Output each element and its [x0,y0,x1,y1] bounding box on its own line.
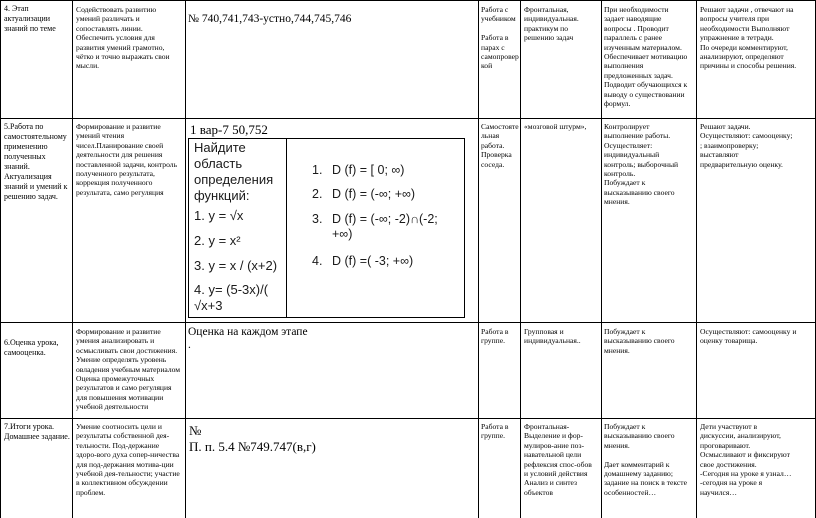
row7-stage: 7.Итоги урока. Домашнее задание. [4,422,70,441]
row4-forms: Работа с учебником Работа в парах с самопровер кой [481,5,519,71]
answer-3-number: 3. [312,212,323,226]
row5-stage: 5.Работа по самостоятельному применению полученных знаний. Актуализация знаний и умений к решению задач. [4,122,68,201]
col-border-5 [601,0,602,518]
row5-goals: Формирование и развитие умений чтения чисел.Планирование своей деятельности для решения поставленной задачи, контроль полученного результата, коррекция полученного результата, само регуляция [76,122,178,197]
row4-students: Решают задачи , отвечают на вопросы учителя при необходимости Выполняют упражнение в тетради. По очереди комментируют, анализируют, определяют причины и способы решения. [700,5,797,71]
row7-teacher: Побуждает к высказыванию своего мнения. Дает комментарий к домашнему заданию; задание на поиск в тексте особенностей… [604,422,687,497]
exercise-function-1: 1. y = √x [194,208,244,223]
col-border-0 [0,0,1,518]
row7-goals: Умение соотносить цели и результаты собственной дея- тельности. Под-держание здоро-вого духа сопер-ничества для под-держания мотива-ции учебной дея-тельности; участие в коллективном обсуждении проблем. [76,422,180,497]
row7-task-number-sign: № [189,423,202,438]
exercise-box-divider [286,138,287,317]
answer-2-number: 2. [312,187,323,201]
row6-teacher: Побуждает к высказыванию своего мнения. [604,327,675,355]
row4-tasks: № 740,741,743-устно,744,745,746 [188,13,352,25]
row7-forms: Работа в группе. [481,422,509,441]
row5-teacher: Контролирует выполнение работы. Осуществляет: индивидуальный контроль; выборочный контроль. Побуждает к высказыванию своего мнения. [604,122,679,207]
row6-goals: Формирование и развитие умения анализировать и осмысливать свои достижения. Умение определять уровень овладения учебным материалом Оценка промежуточных результатов и само регуляция для повышения мотивации учебной деятельности [76,327,181,412]
answer-2 [312,187,462,203]
answer-3-text: D (f) = (-∞; -2)∩(-2; +∞) [332,212,438,241]
answer-4-text: D (f) =( -3; +∞) [332,254,414,268]
answer-2-text: D (f) = (-∞; +∞) [332,187,416,201]
row5-forms: Самостояте льная работа. Проверка соседа. [481,122,519,169]
row4-stage: 4. Этап актуализации знаний по теме [4,4,56,33]
row6-tasks: Оценка на каждом этапе . [188,326,308,351]
row6-stage: 6.Оценка урока, самооценка. [4,338,59,357]
row4-methods: Фронтальная, индивидуальная. практикум по решению задач [524,5,579,43]
row5-task-heading: 1 вар-7 50,752 [190,122,268,137]
row7-students: Дети участвуют в дискуссии, анализируют, проговаривают. Осмысливают и фиксируют свое достижения. -Сегодня на уроке я узнал… -сегодня на уроке я научился… [700,422,792,497]
answer-1 [312,163,462,179]
row7-tasks: П. п. 5.4 №749.747(в,г) [189,439,316,454]
col-border-2 [185,0,186,518]
exercise-question: Найдите область определения функций: [194,140,274,203]
answer-3 [312,212,462,244]
col-border-3 [478,0,479,518]
col-border-4 [520,0,521,518]
row5-methods: «мозговой штурм», [524,122,587,131]
row-border-top [0,0,816,1]
exercise-function-4: 4. y= (5-3x)/( √x+3 [194,282,269,313]
exercise-function-2: 2. y = x² [194,233,241,248]
row-border-6-7 [0,418,816,419]
row4-goals: Содействовать развитию умений различать и сопоставлять линии. Обеспечить условия для развития умений грамотно, чётко и точно выражать свои мысли. [76,5,170,71]
row6-students: Осуществляют: самооценку и оценку товарища. [700,327,797,346]
answer-1-text: D (f) = [ 0; ∞) [332,163,405,177]
col-border-1 [72,0,73,518]
row-border-5-6 [0,322,816,323]
col-border-6 [696,0,697,518]
answer-1-number: 1. [312,163,323,177]
row-border-4-5 [0,118,816,119]
exercise-function-3: 3. y = x / (x+2) [194,258,278,273]
row7-methods: Фронтальная- Выделение и фор- мулиров-ание поз- навательной цели рефлексия спос-обов и условий действия Анализ и синтез объектов [524,422,592,497]
row6-forms: Работа в группе. [481,327,509,346]
row6-methods: Групповая и индивидуальная.. [524,327,581,346]
answer-4-number: 4. [312,254,323,268]
answer-4 [312,254,462,270]
row5-students: Решают задачи. Осуществляют: самооценку; ; взаимопроверку; выставляют предварительную оценку. [700,122,793,169]
row4-teacher: При необходимости задает наводящие вопросы . Проводит параллель с ранее изученным материалом. Обеспечивает мотивацию выполнения предложенных задач. Подводит обучающихся к выводу о существовании формул. [604,5,688,109]
